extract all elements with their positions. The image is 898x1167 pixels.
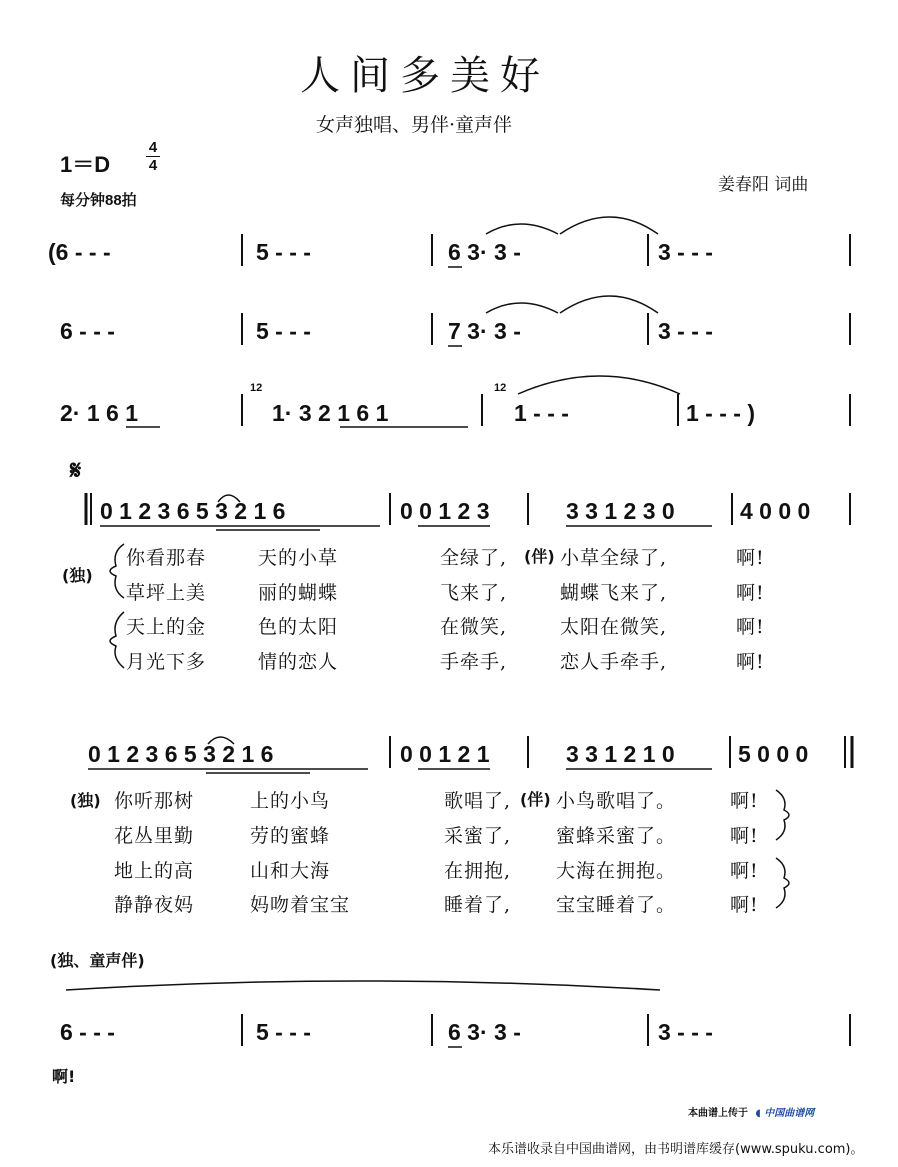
- lyric-part: 在微笑,: [440, 616, 508, 638]
- segno-sign: 𝄋: [70, 455, 82, 485]
- coda-measure1: 6 - - -: [60, 1019, 115, 1045]
- lyric-part: 劳的蜜蜂: [250, 825, 331, 847]
- lyric-part: 地上的高: [114, 860, 195, 882]
- coda-label: (独、童声伴): [50, 951, 145, 970]
- lyric-part: 花丛里勤: [114, 825, 195, 847]
- lyric-part: 太阳在微笑,: [560, 616, 668, 638]
- intro-row3-measure1: 2· 1 6 1: [60, 400, 138, 426]
- intro-row1-measure3: 6 3· 3 -: [448, 239, 521, 265]
- lyric-part: 蝴蝶飞来了,: [560, 582, 668, 604]
- lyric-part: 天上的金: [126, 616, 207, 638]
- time-signature-bottom: 4: [148, 157, 158, 174]
- lyric-part: 飞来了,: [440, 582, 508, 604]
- score-title: 人间多美好: [300, 53, 550, 99]
- verse-a-measure4: 4 0 0 0: [740, 498, 811, 524]
- intro-row1-measure1: (6 - - -: [48, 239, 111, 265]
- solo-label-a: (独): [62, 566, 93, 585]
- accompany-label: (伴): [524, 547, 555, 566]
- lyric-part: 啊!: [736, 616, 765, 638]
- intro-row1-measure4: 3 - - -: [658, 239, 713, 265]
- grace-note-1: 12: [250, 382, 263, 394]
- verse-b-measure3: 3 3 1 2 1 0: [566, 741, 675, 767]
- time-signature-top: 4: [148, 139, 158, 156]
- solo-label-b: (独): [70, 791, 101, 810]
- intro-row3-measure2: 1· 3 2 1 6 1: [272, 400, 389, 426]
- coda-measure3: 6 3· 3 -: [448, 1019, 521, 1045]
- lyric-part: 宝宝睡着了。: [556, 894, 677, 916]
- score-subtitle: 女声独唱、男伴·童声伴: [316, 114, 513, 136]
- coda-lyric: 啊!: [52, 1067, 76, 1086]
- accompany-label: (伴): [520, 790, 551, 809]
- key-signature: 1＝D: [60, 152, 111, 177]
- lyric-part: 歌唱了,: [444, 790, 512, 812]
- composer-credit: 姜春阳 词曲: [718, 175, 809, 195]
- lyric-part: 蜜蜂采蜜了。: [556, 825, 677, 847]
- lyric-part: 丽的蝴蝶: [258, 582, 339, 604]
- lyric-part: 你看那春: [126, 547, 207, 569]
- lyric-part: 恋人手牵手,: [560, 651, 668, 673]
- upload-site: 中国曲谱网: [764, 1108, 815, 1119]
- upload-prefix: 本曲谱上传于: [688, 1108, 748, 1119]
- lyric-part: 静静夜妈: [114, 894, 195, 916]
- grace-note-2: 12: [494, 382, 507, 394]
- verse-a-measure2: 0 0 1 2 3: [400, 498, 490, 524]
- lyric-part: 啊!: [736, 547, 765, 569]
- lyric-part: 全绿了,: [440, 547, 508, 569]
- lyric-part: 啊!: [736, 651, 765, 673]
- verse-b-measure4: 5 0 0 0: [738, 741, 809, 767]
- intro-row3-measure3: 1 - - -: [514, 400, 569, 426]
- lyric-part: 情的恋人: [258, 651, 339, 673]
- lyric-part: 采蜜了,: [444, 825, 512, 847]
- intro-row2-measure2: 5 - - -: [256, 318, 311, 344]
- intro-row1-measure2: 5 - - -: [256, 239, 311, 265]
- lyric-part: 月光下多: [126, 651, 207, 673]
- lyric-part: 手牵手,: [440, 651, 508, 673]
- intro-row2-measure1: 6 - - -: [60, 318, 115, 344]
- verse-a-measure1: 0 1 2 3 6 5 3 2 1 6: [100, 498, 286, 524]
- site-logo-icon: ◖: [755, 1108, 761, 1119]
- verse-a-measure3: 3 3 1 2 3 0: [566, 498, 675, 524]
- lyric-part: 色的太阳: [258, 616, 339, 638]
- lyric-part: 啊!: [736, 582, 765, 604]
- coda-measure4: 3 - - -: [658, 1019, 713, 1045]
- lyric-part: 草坪上美: [126, 582, 207, 604]
- lyric-part: 上的小鸟: [250, 790, 331, 812]
- lyric-part: 山和大海: [250, 860, 331, 882]
- intro-row2-measure3: 7 3· 3 -: [448, 318, 521, 344]
- lyric-part: 啊!: [730, 894, 759, 916]
- lyric-part: 睡着了,: [444, 894, 512, 916]
- lyric-part: 大海在拥抱。: [556, 860, 677, 882]
- tempo-marking: 每分钟88拍: [60, 192, 137, 209]
- lyric-part: 啊!: [730, 825, 759, 847]
- lyric-part: 你听那树: [114, 790, 195, 812]
- verse-b-measure2: 0 0 1 2 1: [400, 741, 490, 767]
- lyric-part: 小草全绿了,: [560, 547, 668, 569]
- lyric-part: 妈吻着宝宝: [250, 894, 351, 916]
- lyric-part: 天的小草: [258, 547, 339, 569]
- lyric-part: 在拥抱,: [444, 860, 512, 882]
- lyric-part: 啊!: [730, 860, 759, 882]
- lyric-part: 小鸟歌唱了。: [556, 790, 677, 812]
- lyric-part: 啊!: [730, 790, 759, 812]
- intro-row3-measure4: 1 - - - ): [686, 400, 755, 426]
- intro-row2-measure4: 3 - - -: [658, 318, 713, 344]
- coda-measure2: 5 - - -: [256, 1019, 311, 1045]
- verse-b-measure1: 0 1 2 3 6 5 3 2 1 6: [88, 741, 274, 767]
- source-footer: 本乐谱收录自中国曲谱网，由书明谱库缓存(www.spuku.com)。: [488, 1142, 864, 1157]
